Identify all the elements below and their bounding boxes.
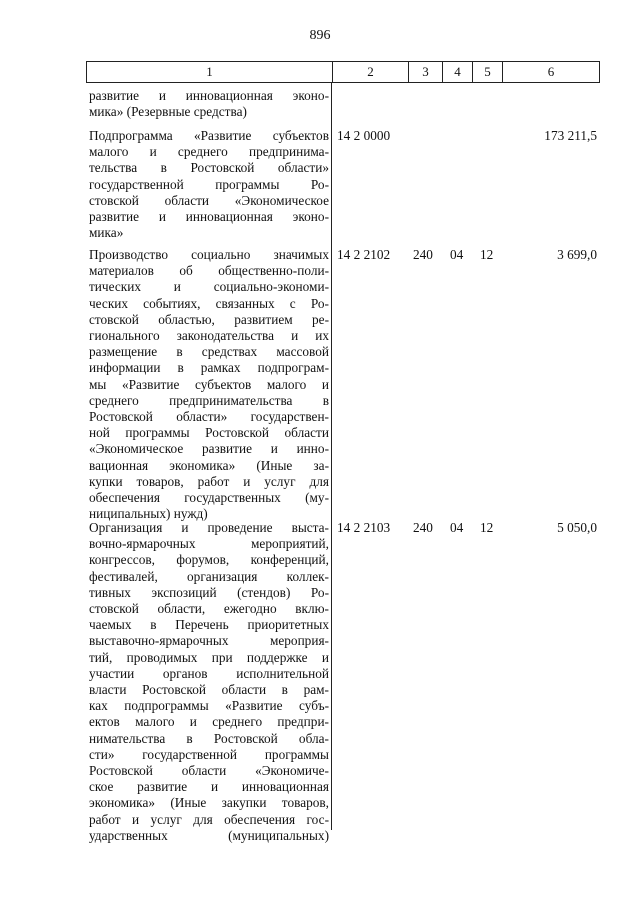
row-code: 14 2 2103 — [337, 520, 391, 535]
text-line: работ и услуг для обеспечения гос- — [89, 811, 329, 827]
text-line: выставочно-ярмарочных мероприя- — [89, 633, 329, 649]
text-line: среднего предпринимательства в — [89, 392, 329, 408]
text-line: конгрессов, форумов, конференций, — [89, 552, 329, 568]
text-line: тий, проводимых при поддержке и — [89, 649, 329, 665]
row-vr: 240 — [413, 520, 433, 535]
text-line: вочно-ярмарочных мероприятий, — [89, 536, 329, 552]
continuation-text — [89, 88, 329, 120]
text-line: экономика» (Иные закупки товаров, — [89, 795, 329, 811]
text-line: вационная экономика» (Иные за- — [89, 457, 329, 473]
text-line: Ростовской области» государствен- — [89, 409, 329, 425]
text-line: тельства в Ростовской области» — [89, 160, 329, 176]
text-line: обеспечения государственных (му- — [89, 490, 329, 506]
row-sum: 3 699,0 — [557, 247, 597, 262]
row-pr: 12 — [480, 247, 494, 262]
header-col-2: 2 — [332, 62, 408, 82]
text-line: стовской областью, развитием ре- — [89, 311, 329, 327]
text-line: участии органов исполнительной — [89, 665, 329, 681]
text-line: купки товаров, работ и услуг для — [89, 473, 329, 489]
text-line: чаемых в Перечень приоритетных — [89, 617, 329, 633]
row-sum: 173 211,5 — [544, 128, 597, 143]
header-col-4: 4 — [442, 62, 472, 82]
table-header — [86, 61, 600, 83]
text-line: «Экономическое развитие и инно- — [89, 441, 329, 457]
text-line: развитие и инновационная эконо- — [89, 88, 329, 103]
row-rz: 04 — [450, 520, 464, 535]
text-line: развитие и инновационная эконо- — [89, 209, 329, 225]
text-line: малого и среднего предпринима- — [89, 144, 329, 160]
text-line: материалов об общественно-поли- — [89, 263, 329, 279]
header-col-6: 6 — [502, 62, 599, 82]
text-line: государственной программы Ро- — [89, 176, 329, 192]
text-line: ниципальных) нужд) — [89, 506, 208, 522]
table-row-description — [89, 247, 329, 522]
row-vr: 240 — [413, 247, 433, 262]
row-rz: 04 — [450, 247, 464, 262]
text-line: фестивалей, организация коллек- — [89, 568, 329, 584]
text-line: нимательства в Ростовской обла- — [89, 730, 329, 746]
text-line: Организация и проведение выста- — [89, 520, 329, 535]
text-line: мы «Развитие субъектов малого и — [89, 376, 329, 392]
header-col-3: 3 — [408, 62, 442, 82]
text-line: ударственных (муниципальных) — [89, 827, 329, 843]
text-line: размещение в средствах массовой — [89, 344, 329, 360]
text-line: стовской области «Экономическое — [89, 192, 329, 208]
text-line: Производство социально значимых — [89, 247, 329, 262]
table-row-description — [89, 520, 329, 844]
text-line: ектов малого и среднего предпри- — [89, 714, 329, 730]
table-row-description — [89, 128, 329, 241]
row-sum: 5 050,0 — [557, 520, 597, 535]
text-line: сти» государственной программы — [89, 746, 329, 762]
text-line: ках подпрограммы «Развитие субъ- — [89, 698, 329, 714]
header-col-1: 1 — [206, 64, 213, 79]
row-code: 14 2 0000 — [337, 128, 391, 143]
page-number: 896 — [309, 28, 331, 43]
text-line: ческих событиях, связанных с Ро- — [89, 295, 329, 311]
text-line: Ростовской области «Экономиче- — [89, 763, 329, 779]
text-line: тивных экспозиций (стендов) Ро- — [89, 584, 329, 600]
text-line: мика» (Резервные средства) — [89, 104, 247, 120]
text-line: стовской области, ежегодно вклю- — [89, 601, 329, 617]
header-col-5: 5 — [472, 62, 502, 82]
text-line: Подпрограмма «Развитие субъектов — [89, 128, 329, 143]
text-line: гионального законодательства и их — [89, 328, 329, 344]
column-divider — [331, 83, 332, 830]
text-line: ной программы Ростовской области — [89, 425, 329, 441]
text-line: информации в рамках подпрограм- — [89, 360, 329, 376]
text-line: мика» — [89, 225, 124, 241]
text-line: тических и социально-экономи- — [89, 279, 329, 295]
row-code: 14 2 2102 — [337, 247, 391, 262]
text-line: власти Ростовской области в рам- — [89, 682, 329, 698]
text-line: ское развитие и инновационная — [89, 779, 329, 795]
row-pr: 12 — [480, 520, 494, 535]
